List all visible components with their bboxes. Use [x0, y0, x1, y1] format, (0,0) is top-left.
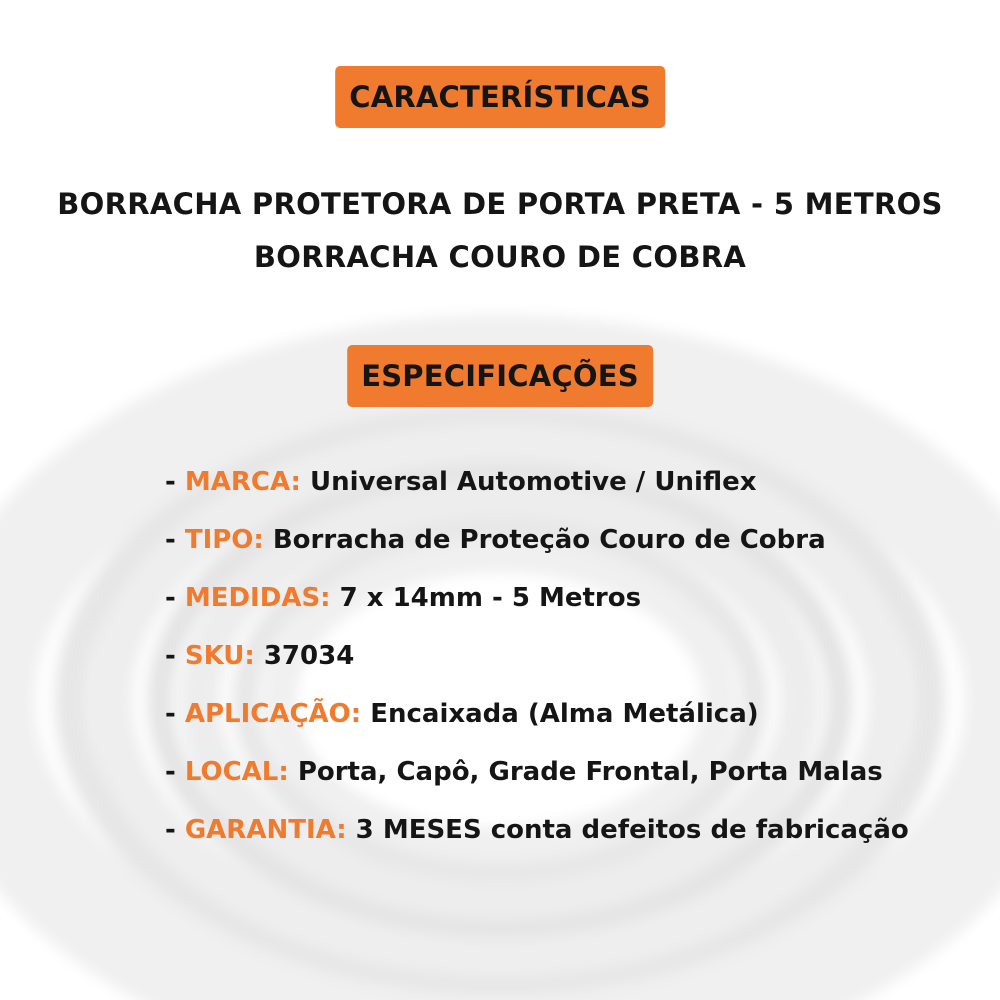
- spec-bullet: -: [165, 467, 185, 497]
- spec-key-garantia: GARANTIA:: [184, 815, 347, 845]
- spec-value-local: Porta, Capô, Grade Frontal, Porta Malas: [288, 757, 883, 787]
- spec-value-marca: Universal Automotive / Uniflex: [300, 467, 757, 497]
- spec-key-tipo: TIPO:: [184, 525, 264, 555]
- spec-row-aplicacao: [165, 694, 909, 752]
- spec-value-garantia: 3 MESES conta defeitos de fabricação: [346, 815, 909, 845]
- specifications-list: [165, 462, 909, 868]
- spec-row-garantia: [165, 810, 909, 868]
- spec-value-aplicacao: Encaixada (Alma Metálica): [361, 699, 759, 729]
- characteristics-badge: CARACTERÍSTICAS: [335, 66, 665, 128]
- spec-bullet: -: [165, 757, 185, 787]
- spec-row-local: [165, 752, 909, 810]
- spec-bullet: -: [165, 525, 185, 555]
- spec-key-marca: MARCA:: [184, 467, 301, 497]
- spec-bullet: -: [165, 583, 185, 613]
- spec-key-local: LOCAL:: [184, 757, 289, 787]
- spec-value-tipo: Borracha de Proteção Couro de Cobra: [263, 525, 826, 555]
- spec-value-sku: 37034: [254, 641, 355, 671]
- spec-key-sku: SKU:: [184, 641, 255, 671]
- spec-row-tipo: [165, 520, 909, 578]
- spec-row-sku: [165, 636, 909, 694]
- spec-bullet: -: [165, 699, 185, 729]
- spec-row-marca: [165, 462, 909, 520]
- product-title-line-1: BORRACHA PROTETORA DE PORTA PRETA - 5 METROS: [57, 187, 943, 221]
- spec-bullet: -: [165, 815, 185, 845]
- spec-value-medidas: 7 x 14mm - 5 Metros: [330, 583, 642, 613]
- spec-key-medidas: MEDIDAS:: [184, 583, 331, 613]
- specifications-badge: ESPECIFICAÇÕES: [347, 345, 653, 407]
- spec-bullet: -: [165, 641, 185, 671]
- product-title-line-2: BORRACHA COURO DE COBRA: [253, 240, 747, 274]
- spec-key-aplicacao: APLICAÇÃO:: [184, 699, 362, 729]
- spec-row-medidas: [165, 578, 909, 636]
